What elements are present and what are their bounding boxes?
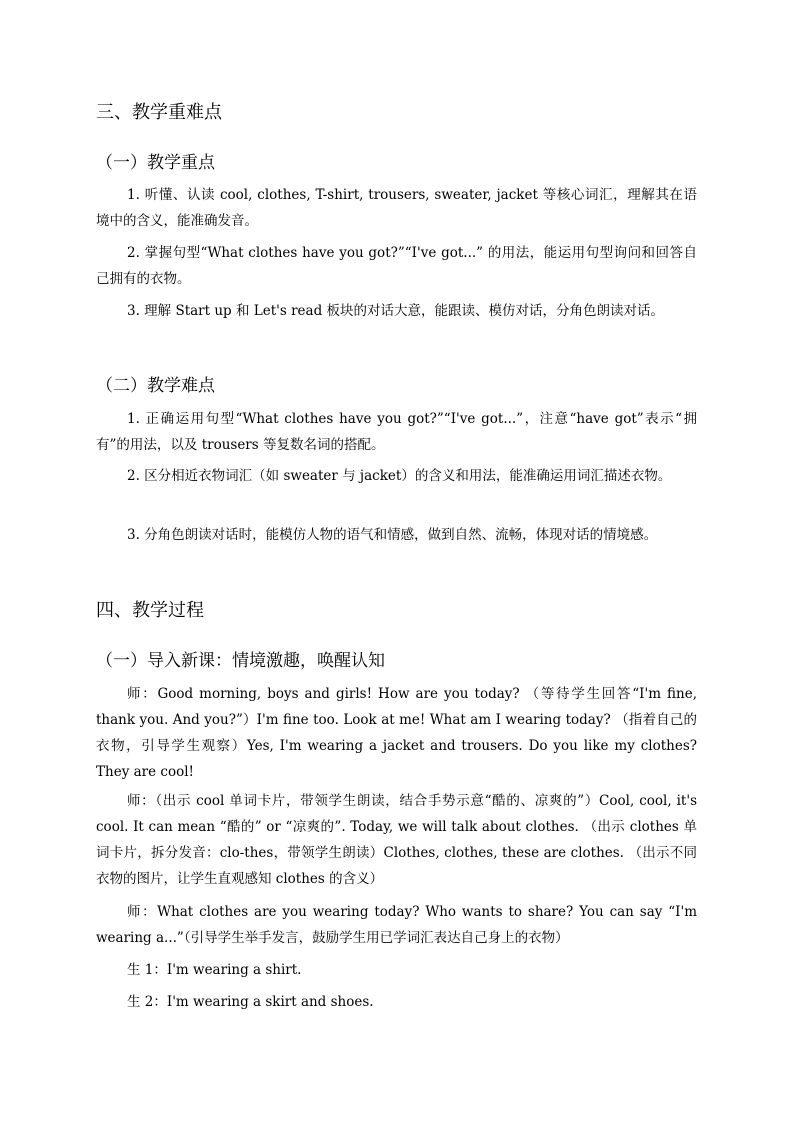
paragraph: 2. 区分相近衣物词汇（如 sweater 与 jacket）的含义和用法，能准确运用词汇描述衣物。 [127,468,672,484]
paragraph: 生 1：I'm wearing a shirt. [127,962,302,978]
subsection-heading-difficulties: （二）教学难点 [96,376,215,396]
paragraph: 师：Good morning, boys and girls! How are you today? （等待学生回答“I'm fine, thank you. And you?”）I'm fine too. Look at me! What am I wearing today? （指着自己的衣物，引导学生观察）Yes, I'm wearing a jacket and trousers. Do you like my clothes? They are cool! [96,686,697,780]
paragraph: 3. 理解 Start up 和 Let's read 板块的对话大意，能跟读、模仿对话，分角色朗读对话。 [127,303,665,319]
paragraph: 1. 正确运用句型“What clothes have you got?”“I've got...”，注意“have got”表示“拥有”的用法，以及 trousers 等复数名词的搭配。 [96,411,697,453]
paragraph: 师：What clothes are you wearing today? Who wants to share? You can say “I'm wearing a...”（引导学生举手发言，鼓励学生用已学词汇表达自己身上的衣物） [96,904,697,946]
paragraph: 师：（出示 cool 单词卡片，带领学生朗读，结合手势示意“酷的、凉爽的”）Cool, cool, it's cool. It can mean “酷的” or “凉爽的”. Today, we will talk about clothes. （出示 clothes 单词卡片，拆分发音：clo-thes，带领学生朗读）Clothes, clothes, these are clothes. （出示不同衣物的图片，让学生直观感知 clothes 的含义） [96,793,697,887]
section-heading-3: 三、教学重难点 [96,102,222,123]
paragraph: 生 2：I'm wearing a skirt and shoes. [127,994,374,1010]
subsection-heading-intro: （一）导入新课：情境激趣，唤醒认知 [96,651,385,671]
section-heading-4: 四、教学过程 [96,600,204,621]
paragraph: 1. 听懂、认读 cool, clothes, T-shirt, trousers, sweater, jacket 等核心词汇，理解其在语境中的含义，能准确发音。 [96,187,697,229]
paragraph: 3. 分角色朗读对话时，能模仿人物的语气和情感，做到自然、流畅，体现对话的情境感。 [127,527,658,543]
paragraph: 2. 掌握句型“What clothes have you got?”“I've got...” 的用法，能运用句型询问和回答自己拥有的衣物。 [96,245,697,287]
subsection-heading-key-points: （一）教学重点 [96,153,215,173]
